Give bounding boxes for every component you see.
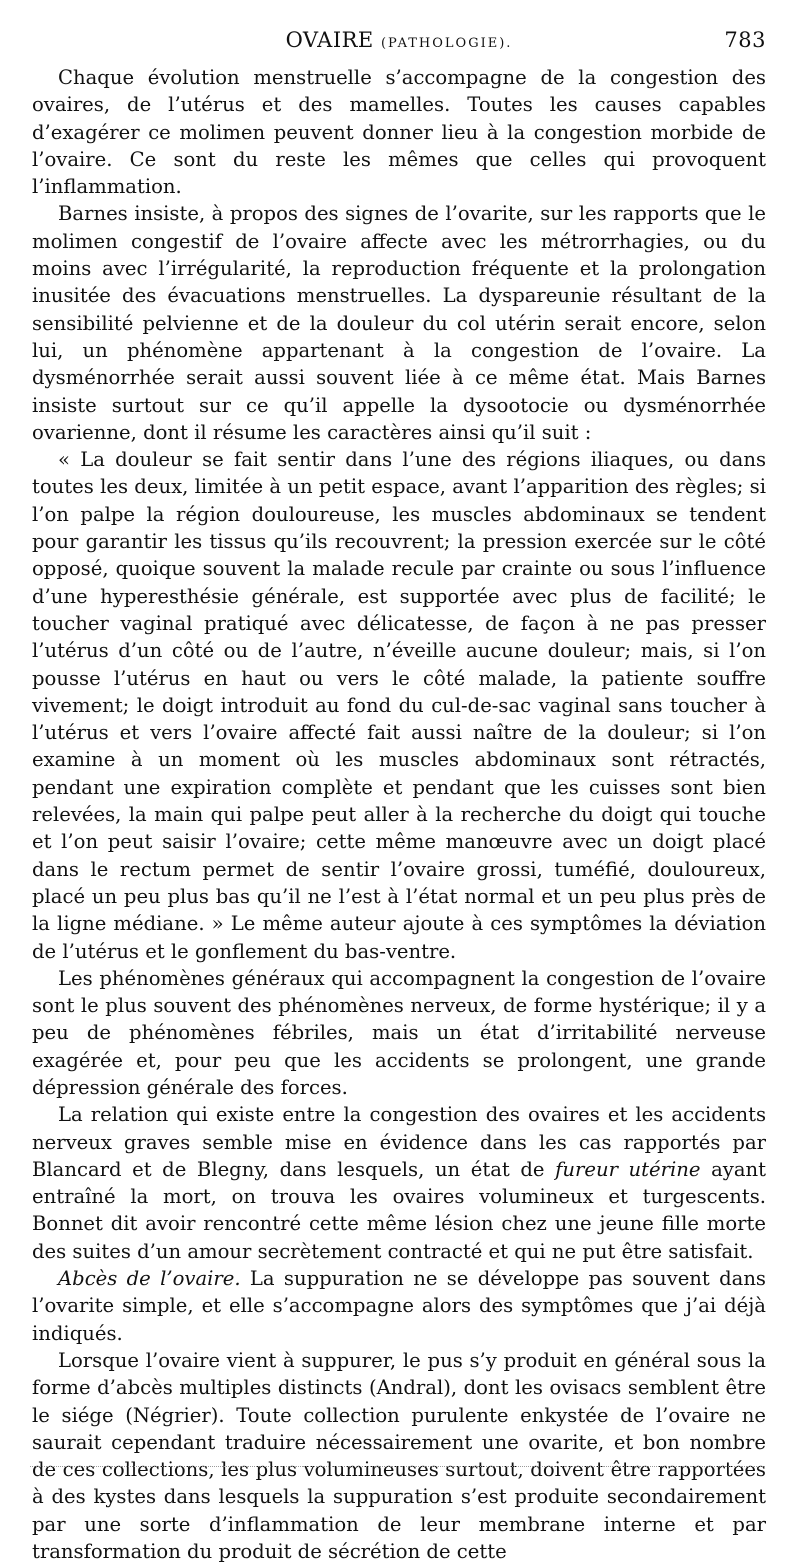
running-subtitle: (PATHOLOGIE). bbox=[380, 36, 513, 51]
footer-rule bbox=[30, 1466, 765, 1467]
body-text bbox=[32, 64, 766, 1565]
paragraph bbox=[32, 200, 766, 446]
paragraph bbox=[32, 965, 766, 1101]
paragraph bbox=[32, 446, 766, 965]
section-heading: Abcès de l’ovaire. bbox=[58, 1267, 241, 1291]
paragraph bbox=[32, 1265, 766, 1347]
page bbox=[32, 28, 766, 1565]
paragraph-text: « La douleur se fait sentir dans l’une des régions iliaques, ou dans toutes les deux, limitée à un petit espace, avant l’apparition des règles; si l’on palpe la région douloureuse, les muscles abdominaux se tendent pour garantir les tissus qu’ils recouvrent; la pression exercée sur le côté opposé, quoique souvent la malade recule par crainte ou sous l’influence d’une hyperesthésie générale, est supportée avec plus de facilité; le toucher vaginal pratiqué avec délicatesse, de façon à ne pas presser l’utérus d’un côté ou de l’autre, n’éveille aucune douleur; mais, si l’on pousse l’utérus en haut ou vers le côté malade, la patiente souffre vivement; le doigt introduit au fond du cul-de-sac vaginal sans toucher à l’utérus et vers l’ovaire affecté fait aussi naître de la douleur; si l’on examine à un moment où les muscles abdominaux sont rétractés, pendant une expiration complète et pendant que les cuisses sont bien relevées, la main qui palpe peut aller à la recherche du doigt qui touche et l’on peut saisir l’ovaire; cette même manœuvre avec un doigt placé dans le rectum permet de sentir l’ovaire grossi, tuméfié, douloureux, placé un peu plus bas qu’il ne l’est à l’état normal et un peu plus près de la ligne médiane. » Le même auteur ajoute à ces symptômes la déviation de l’utérus et le gonflement du bas-ventre. bbox=[32, 448, 766, 963]
paragraph bbox=[32, 64, 766, 200]
emphasis-text: fureur utérine bbox=[555, 1157, 701, 1181]
paragraph-text: Chaque évolution menstruelle s’accompagne de la congestion des ovaires, de l’utérus et des mamelles. Toutes les causes capables d’exagérer ce molimen peuvent donner lieu à la congestion morbide de l’ovaire. Ce sont du reste les mêmes que celles qui provoquent l’inflammation. bbox=[32, 66, 766, 199]
paragraph-text: La relation qui existe entre la congestion des ovaires et les accidents nerveux graves semble mise en évidence dans les cas rapportés par Blancard et de Blegny, dans lesquels, un état de bbox=[32, 1103, 766, 1181]
paragraph-text: La suppuration ne se développe pas souvent dans l’ovarite simple, et elle s’accompagne alors des symptômes que j’ai déjà indiqués. bbox=[32, 1267, 766, 1345]
paragraph bbox=[32, 1347, 766, 1565]
running-head bbox=[32, 28, 766, 52]
paragraph-text: Lorsque l’ovaire vient à suppurer, le pus s’y produit en général sous la forme d’abcès multiples distincts (Andral), dont les ovisacs semblent être le siége (Négrier). Toute collection purulente enkystée de l’ovaire ne saurait cependant traduire nécessairement une ovarite, et bon nombre de ces collections, les plus volumineuses surtout, doivent être rapportées à des kystes dans lesquels la suppuration s’est produite secondairement par une sorte d’inflammation de leur membrane interne et par transformation du produit de sécrétion de cette bbox=[32, 1348, 766, 1564]
running-title: OVAIRE bbox=[285, 28, 374, 52]
paragraph-text: Les phénomènes généraux qui accompagnent la congestion de l’ovaire sont le plus souvent des phénomènes nerveux, de forme hystérique; il y a peu de phénomènes fébriles, mais un état d’irritabilité nerveuse exagérée et, pour peu que les accidents se prolongent, une grande dépression générale des forces. bbox=[32, 966, 766, 1099]
paragraph bbox=[32, 1101, 766, 1265]
page-header bbox=[32, 28, 766, 58]
page-number: 783 bbox=[724, 28, 766, 52]
paragraph-text: ayant entraîné la mort, on trouva les ovaires volumineux et turgescents. Bonnet dit avoir rencontré cette même lésion chez une jeune fille morte des suites d’un amour secrètement contracté et qui ne put être satisfait. bbox=[32, 1157, 767, 1263]
paragraph-text: Barnes insiste, à propos des signes de l’ovarite, sur les rapports que le molimen congestif de l’ovaire affecte avec les métrorrhagies, ou du moins avec l’irrégularité, la reproduction fréquente et la prolongation inusitée des évacuations menstruelles. La dyspareunie résultant de la sensibilité pelvienne et de la douleur du col utérin serait encore, selon lui, un phénomène appartenant à la congestion de l’ovaire. La dysménorrhée serait aussi souvent liée à ce même état. Mais Barnes insiste surtout sur ce qu’il appelle la dysootocie ou dysménorrhée ovarienne, dont il résume les caractères ainsi qu’il suit : bbox=[32, 202, 766, 444]
